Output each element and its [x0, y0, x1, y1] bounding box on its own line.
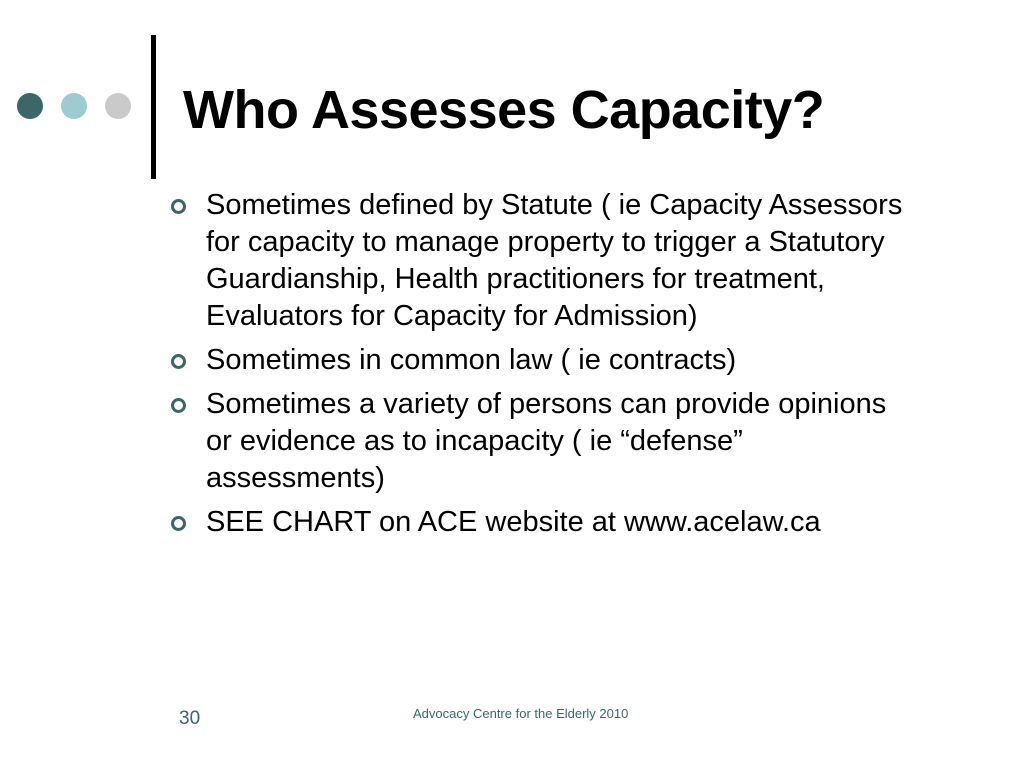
- bullet-item: [166, 342, 911, 379]
- bullet-text: Sometimes defined by Statute ( ie Capacity Assessors for capacity to manage property to trigger a Statutory Guardianship, Health practitioners for treatment, Evaluators for Capacity for Admission): [206, 189, 903, 332]
- slide-title: Who Assesses Capacity?: [183, 80, 825, 140]
- slide-footer: Advocacy Centre for the Elderly 2010: [413, 706, 629, 721]
- bullet-text: Sometimes in common law ( ie contracts): [206, 344, 737, 376]
- bullet-list: [166, 187, 911, 548]
- decorative-dot-teal: [61, 93, 87, 119]
- ring-bullet-icon: [171, 354, 186, 369]
- bullet-item: [166, 504, 911, 541]
- slide-page-number: 30: [179, 708, 201, 729]
- decorative-dot-gray: [105, 93, 131, 119]
- ring-bullet-icon: [171, 516, 186, 531]
- ring-bullet-icon: [171, 398, 186, 413]
- bullet-text: Sometimes a variety of persons can provide opinions or evidence as to incapacity ( ie “defense” assessments): [206, 388, 887, 494]
- ring-bullet-icon: [171, 199, 186, 214]
- decorative-dot-dark: [17, 93, 43, 119]
- bullet-item: [166, 386, 911, 497]
- bullet-text: SEE CHART on ACE website at www.acelaw.ca: [206, 506, 821, 538]
- title-divider: [151, 35, 156, 179]
- bullet-item: [166, 187, 911, 335]
